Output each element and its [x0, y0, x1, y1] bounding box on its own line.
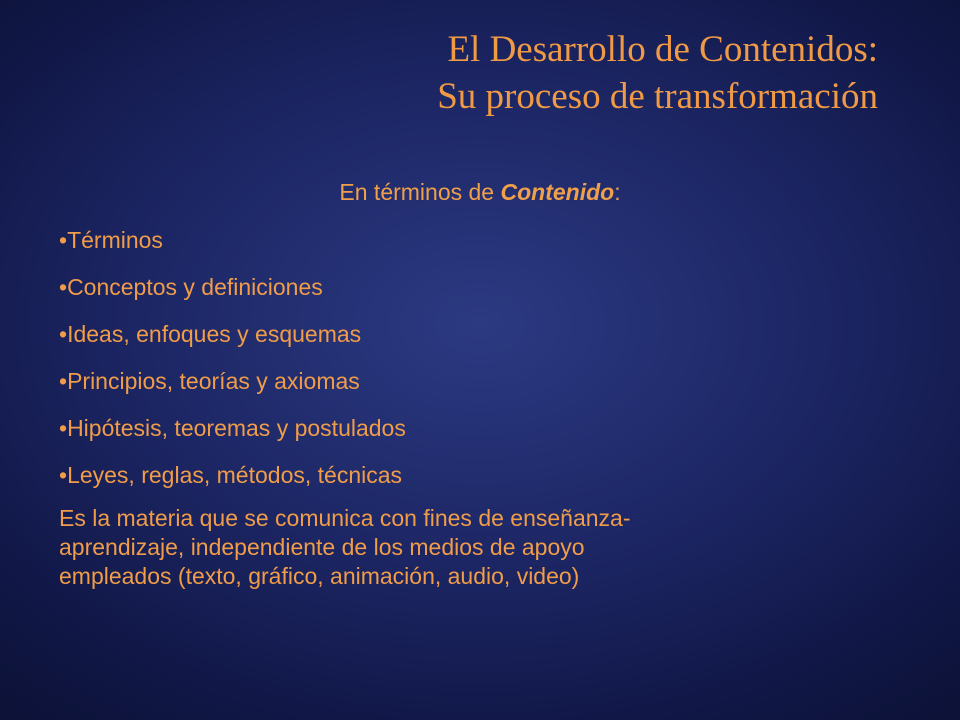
bullet-text: Hipótesis, teoremas y postulados [67, 415, 406, 441]
paragraph-line: Es la materia que se comunica con fines de enseñanza- [59, 505, 631, 531]
slide-title [437, 26, 878, 120]
slide-title-line-1: El Desarrollo de Contenidos: [447, 29, 878, 70]
subheading-suffix: : [614, 179, 621, 205]
bullet-item [59, 271, 406, 318]
bullet-marker: • [59, 274, 68, 300]
bullet-text: Principios, teorías y axiomas [67, 368, 360, 394]
bullet-marker: • [59, 415, 68, 441]
bullet-list [59, 224, 406, 506]
bullet-text: Términos [67, 227, 163, 253]
bullet-item [59, 365, 406, 412]
bullet-item [59, 318, 406, 365]
bullet-marker: • [59, 462, 68, 488]
bullet-marker: • [59, 227, 68, 253]
bullet-item [59, 412, 406, 459]
paragraph-line: aprendizaje, independiente de los medios de apoyo [59, 534, 585, 560]
definition-paragraph [59, 504, 879, 591]
bullet-text: Ideas, enfoques y esquemas [67, 321, 362, 347]
subheading-emphasis: Contenido [500, 179, 615, 205]
bullet-text: Leyes, reglas, métodos, técnicas [67, 462, 403, 488]
subheading [0, 176, 960, 208]
bullet-text: Conceptos y definiciones [67, 274, 323, 300]
paragraph-line: empleados (texto, gráfico, animación, audio, video) [59, 563, 580, 589]
bullet-marker: • [59, 368, 68, 394]
bullet-item [59, 224, 406, 271]
bullet-item [59, 459, 406, 506]
subheading-prefix: En términos de [339, 179, 501, 205]
slide-title-line-2: Su proceso de transformación [437, 76, 878, 117]
bullet-marker: • [59, 321, 68, 347]
